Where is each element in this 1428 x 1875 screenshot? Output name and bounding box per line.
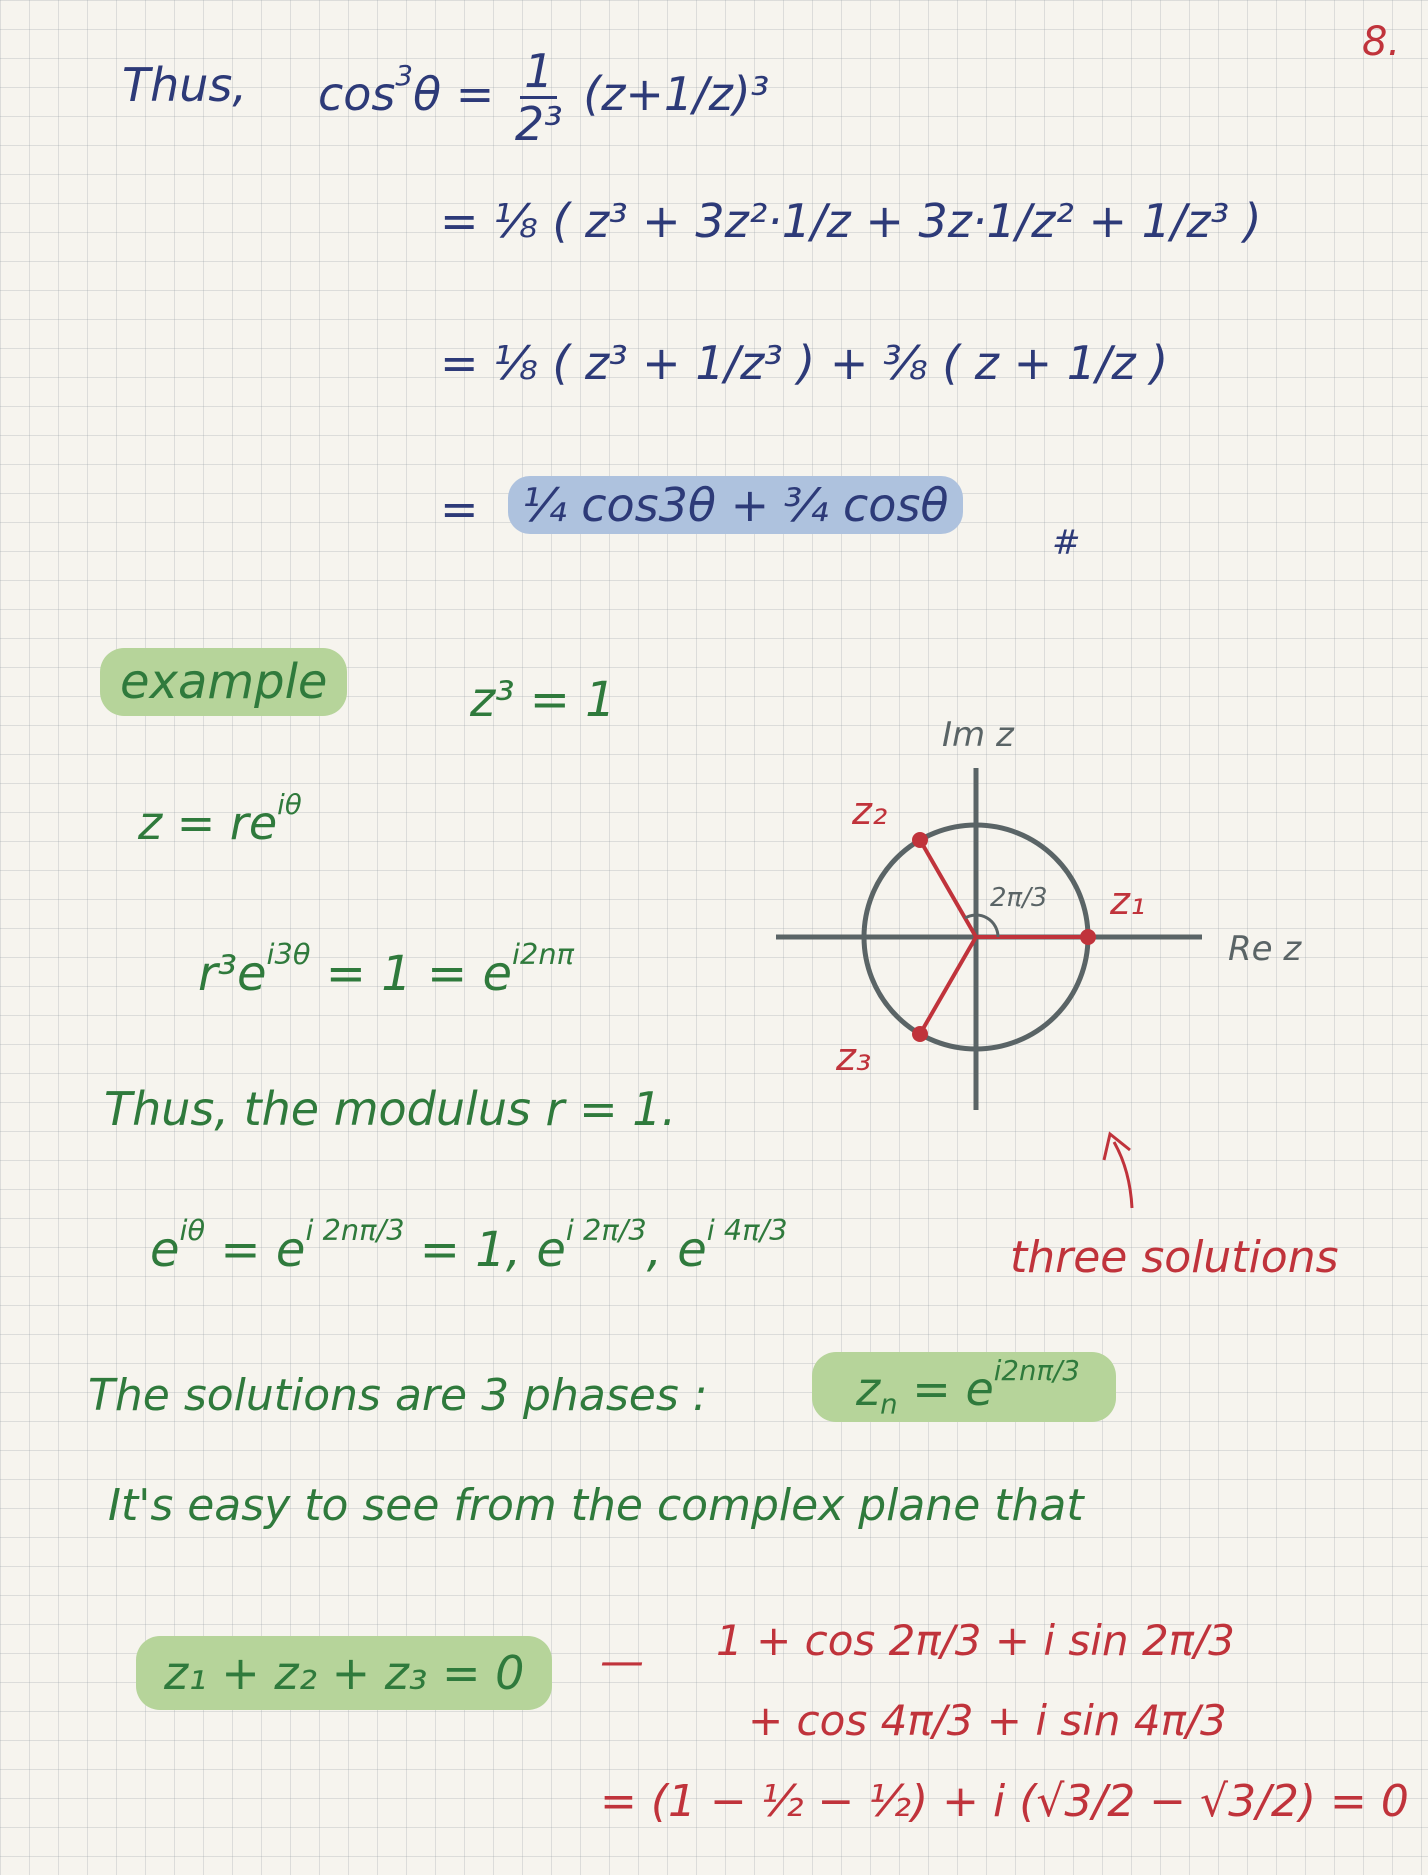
root-point-z3 (912, 1026, 928, 1042)
example-label: example (100, 648, 347, 716)
end-mark: # (1052, 523, 1081, 563)
cube-term: (z+1/z)³ (583, 67, 770, 121)
phases-mid: = e (220, 1222, 306, 1278)
cube-rhs-exp: i2nπ (512, 937, 574, 972)
derivation-line-3: = ⅛ ( z³ + 1/z³ ) + ⅜ ( z + 1/z ) (440, 336, 1169, 390)
zn-rhs: = e (912, 1362, 994, 1416)
modulus-statement: Thus, the modulus r = 1. (104, 1082, 677, 1136)
sum-line-1: 1 + cos 2π/3 + i sin 2π/3 (716, 1616, 1235, 1665)
zn-base: z (856, 1362, 881, 1416)
phases-v3-exp: i 4π/3 (706, 1213, 788, 1248)
polar-exp: iθ (277, 788, 302, 822)
theta-eq: θ = (412, 67, 495, 121)
derivation-line-2: = ⅛ ( z³ + 3z²·1/z + 3z·1/z² + 1/z³ ) (440, 194, 1262, 248)
three-solutions-note: three solutions (1010, 1232, 1339, 1283)
sum-line-2: + cos 4π/3 + i sin 4π/3 (748, 1696, 1227, 1745)
solutions-statement: The solutions are 3 phases : (88, 1370, 708, 1421)
z1-label: z₁ (1110, 879, 1146, 923)
dash-mark: — (600, 1636, 644, 1687)
phases-vals: = 1, e (419, 1222, 566, 1278)
root-ray-z3 (920, 937, 976, 1034)
root-ray-z2 (920, 840, 976, 937)
angle-label: 2π/3 (990, 883, 1048, 913)
phases-sep: , e (646, 1222, 707, 1278)
root-point-z2 (912, 832, 928, 848)
cube-lhs: r³e (198, 946, 267, 1002)
phases-mid-exp: i 2nπ/3 (305, 1213, 405, 1248)
easy-to-see-text: It's easy to see from the complex plane that (108, 1480, 1084, 1531)
cos-text: cos (318, 67, 396, 121)
im-axis-label: Im z (942, 715, 1014, 755)
roots-sum: z₁ + z₂ + z₃ = 0 (136, 1636, 552, 1710)
page-number: 8. (1362, 19, 1401, 65)
boxed-result: ¼ cos3θ + ¾ cosθ (508, 476, 963, 534)
phases-lhs-exp: iθ (179, 1213, 206, 1248)
thus-label: Thus, (122, 58, 247, 112)
fraction-denominator: 2³ (514, 97, 563, 151)
phases-lhs: e (150, 1222, 180, 1278)
fraction-numerator: 1 (520, 48, 557, 99)
phases-v2-exp: i 2π/3 (565, 1213, 647, 1248)
re-axis-label: Re z (1228, 929, 1302, 969)
zn-sub: n (880, 1387, 898, 1421)
example-equation: z³ = 1 (470, 672, 616, 728)
z2-label: z₂ (852, 789, 888, 833)
cube-rhs: = 1 = e (325, 946, 513, 1002)
polar-base: z = re (138, 796, 278, 850)
cos-exponent: 3 (395, 59, 413, 93)
annotation-arrow (1114, 1142, 1132, 1208)
cube-lhs-exp: i3θ (266, 937, 311, 972)
zn-exp: i2nπ/3 (993, 1354, 1080, 1388)
sum-line-3: = (1 − ½ − ½) + i (√3/2 − √3/2) = 0 (600, 1776, 1409, 1827)
root-point-z1 (1080, 929, 1096, 945)
derivation-line-4-eq: = (440, 482, 479, 536)
z3-label: z₃ (836, 1035, 872, 1079)
